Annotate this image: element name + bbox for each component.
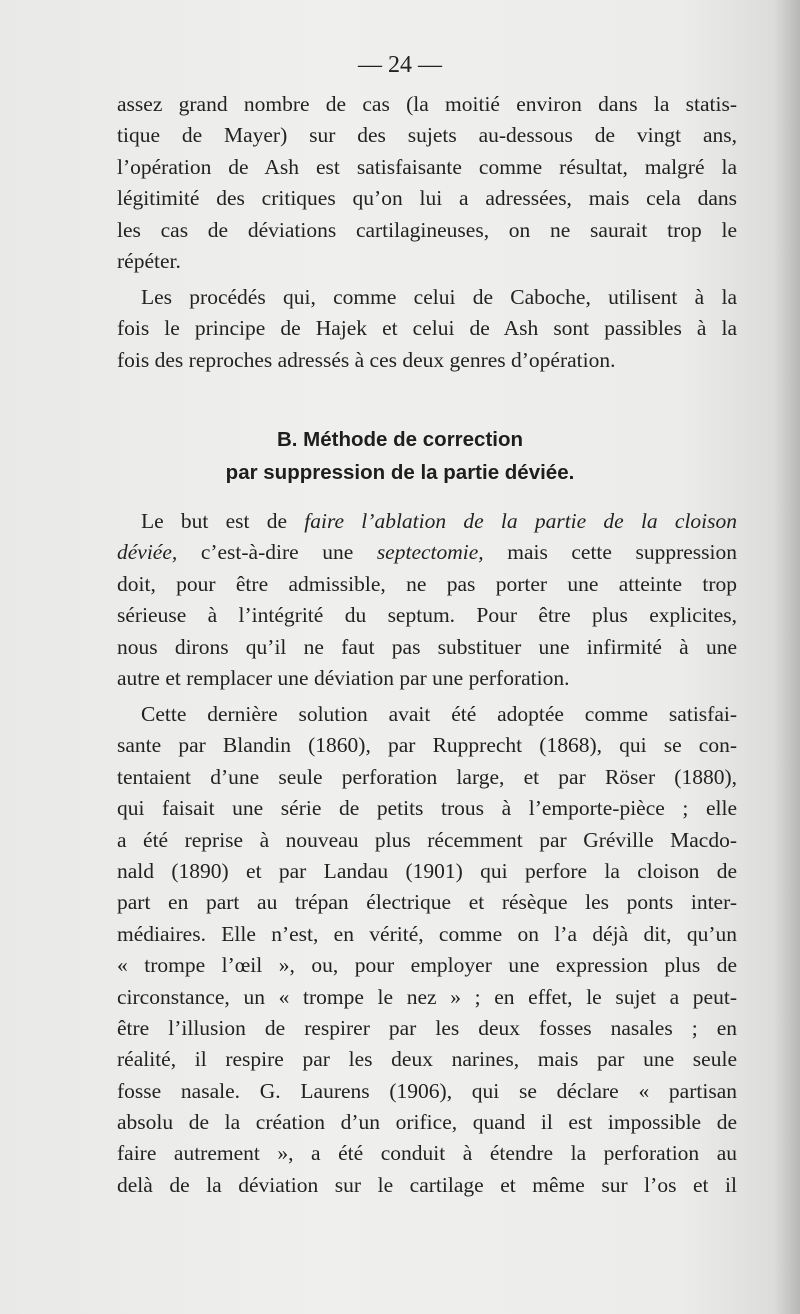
text-line: fois des reproches adressés à ces deux genres d’opération. <box>117 347 616 372</box>
text-line <box>117 506 737 537</box>
paragraph-1 <box>117 89 737 277</box>
italic-text: septectomie, <box>376 540 484 565</box>
text-line: réalité, il respire par les deux narines, mais par une seule <box>117 1047 737 1072</box>
text-line: assez grand nombre de cas (la moitié environ dans la statis- <box>117 92 737 116</box>
text-line: faire autrement », a été conduit à étendre la perforation au <box>117 1141 737 1166</box>
text-line: répéter. <box>117 248 181 273</box>
text-line: circonstance, un « trompe le nez » ; en effet, le sujet a peut- <box>117 984 737 1009</box>
text-line: nous dirons qu’il ne faut pas substituer une infirmité à une <box>117 634 737 659</box>
text-line: tique de Mayer) sur des sujets au-dessous de vingt ans, <box>117 123 737 148</box>
section-heading-line-1: B. Méthode de correction <box>276 428 524 451</box>
text-run: mais cette suppression <box>483 540 737 565</box>
text-line: tentaient d’une seule perforation large, et par Röser (1880), <box>117 764 737 789</box>
text-line: a été reprise à nouveau plus récemment par Gréville Macdo- <box>117 827 737 852</box>
text-line <box>117 537 737 568</box>
text-line: qui faisait une série de petits trous à l’emporte-pièce ; elle <box>117 796 737 821</box>
text-line: fosse nasale. G. Laurens (1906), qui se déclare « partisan <box>117 1078 737 1103</box>
paragraph-4 <box>117 699 737 1201</box>
text-line: nald (1890) et par Landau (1901) qui perfore la cloison de <box>117 858 737 883</box>
text-line: médiaires. Elle n’est, en vérité, comme on l’a déjà dit, qu’un <box>117 921 737 946</box>
text-line: être l’illusion de respirer par les deux fosses nasales ; en <box>117 1015 737 1040</box>
italic-text: faire l’ablation de la partie de la cloison <box>304 509 738 533</box>
text-line: doit, pour être admissible, ne pas porter une atteinte trop <box>117 571 737 596</box>
text-line: sante par Blandin (1860), par Rupprecht (1868), qui se con- <box>117 733 737 758</box>
page-number: — 24 — <box>358 52 442 78</box>
text-line: delà de la déviation sur le cartilage et même sur l’os et il <box>117 1172 737 1197</box>
text-line: autre et remplacer une déviation par une perforation. <box>117 665 570 690</box>
text-line: Les procédés qui, comme celui de Caboche, utilisent à la <box>141 285 737 309</box>
italic-text: déviée, <box>117 540 178 565</box>
text-line: absolu de la création d’un orifice, quand il est impossible de <box>117 1110 737 1135</box>
paragraph-3 <box>117 506 737 694</box>
text-line: Cette dernière solution avait été adoptée comme satisfai- <box>141 702 737 726</box>
section-heading-line-2: par suppression de la partie déviée. <box>225 461 575 484</box>
text-line: part en part au trépan électrique et résèque les ponts inter- <box>117 890 737 915</box>
text-line: légitimité des critiques qu’on lui a adressées, mais cela dans <box>117 186 737 211</box>
text-line: l’opération de Ash est satisfaisante comme résultat, malgré la <box>117 154 737 179</box>
text-line: fois le principe de Hajek et celui de Ash sont passibles à la <box>117 316 737 341</box>
page-edge-shadow <box>774 0 800 1314</box>
text-run: c’est-à-dire une <box>177 540 377 565</box>
text-line: les cas de déviations cartilagineuses, on ne saurait trop le <box>117 217 737 242</box>
text-run: Le but est de <box>141 509 305 533</box>
text-line: sérieuse à l’intégrité du septum. Pour être plus explicites, <box>117 603 737 628</box>
paragraph-2 <box>117 282 737 376</box>
text-line: « trompe l’œil », ou, pour employer une expression plus de <box>117 953 737 978</box>
